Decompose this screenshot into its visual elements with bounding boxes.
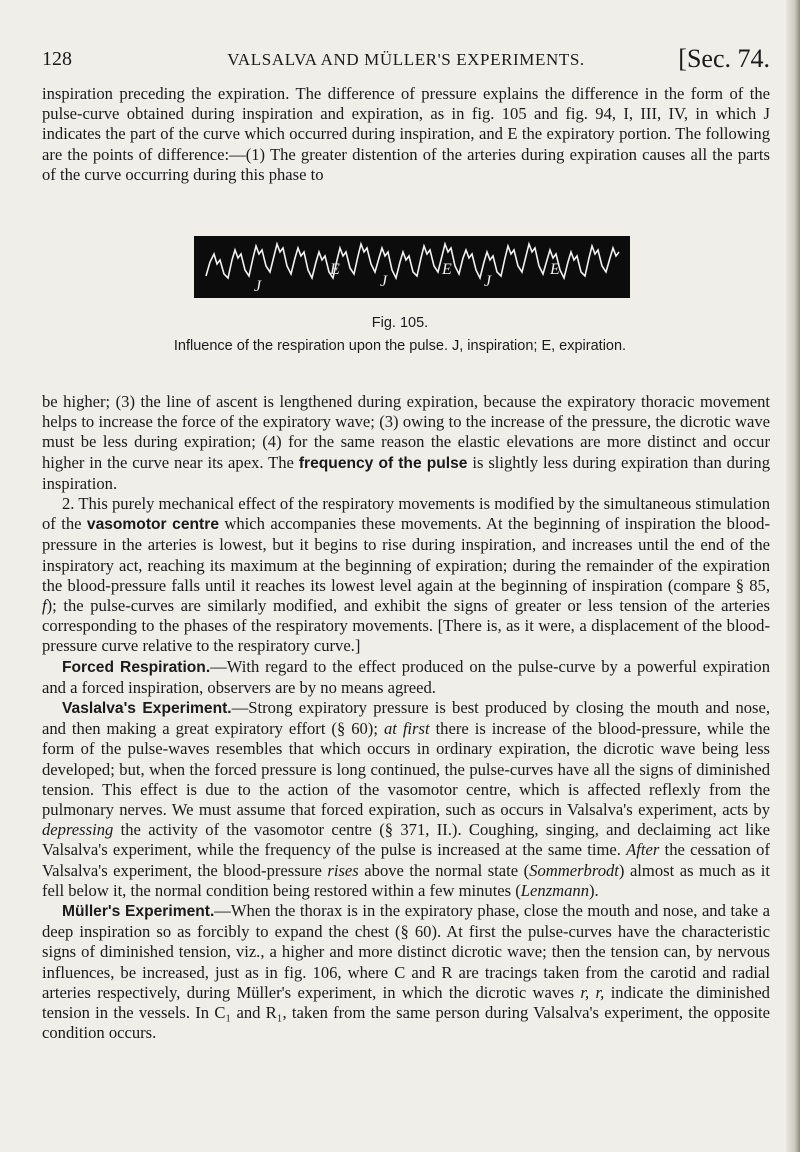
italic-text: f: [42, 596, 47, 616]
text-run: —Strong expiratory pressure is best produced by closing the mouth and nose, and then making a great expiratory effort (§ 60);: [42, 698, 771, 739]
paragraph: [42, 901, 770, 1043]
text-run: —When the thorax is in the expiratory phase, close the mouth and nose, and take a deep inspiration so as forcibly to expand the chest (§ 60). At first the pulse-curves have the characteristic signs of diminished tension, viz., a higher and more distinct dicrotic wave; then the tension can, by nervous influences, be increased, just as in fig. 106, where C and R are tracings taken from the carotid and radial arteries respectively, during Müller's experiment, in which the dicrotic waves: [42, 901, 770, 1002]
opening-paragraph: [42, 84, 770, 185]
text-run: is slightly less during expiration than during inspiration.: [42, 452, 770, 493]
bold-term: Vaslalva's Experiment.: [62, 700, 232, 718]
running-title: VALSALVA AND MÜLLER'S EXPERIMENTS.: [227, 50, 585, 69]
section-label: [Sec. 74.: [678, 44, 770, 73]
text-run: ) almost as much as it fell below it, the normal condition being restored within a few minutes (: [42, 860, 770, 900]
figure-caption: Influence of the respiration upon the pulse. J, inspiration; E, expiration.: [173, 338, 627, 354]
text-run: which accompanies these movements. At the beginning of inspiration the blood-pressure in the arteries is lowest, but it begins to rise during inspiration, and increases until the end of the inspiratory act, reaching its maximum at the beginning of expiration; during the remainder of the expiration the blood-pressure falls until it reaches its lowest level again at the beginning of inspiration (compare § 85,: [42, 514, 770, 595]
text-run: ).: [589, 880, 599, 900]
italic-text: Lenzmann: [520, 880, 590, 900]
phase-label: E: [550, 261, 560, 278]
italic-text: depressing: [42, 820, 114, 840]
italic-text: Sommerbrodt: [529, 860, 619, 880]
paragraph: [42, 392, 770, 494]
page-number: 128: [42, 48, 72, 70]
text-run: be higher; (3) the line of ascent is lengthened during expiration, because the expiratory thoracic movement helps to increase the force of the expiratory wave; (3) owing to the increase of the pressure, the dicrotic wave must be less during expiration; (4) for the same reason the elastic elevations are more distinct and occur higher in the curve near its apex. The: [42, 392, 770, 472]
phase-label: J: [380, 273, 388, 290]
italic-text: rises: [327, 860, 359, 880]
phase-label: E: [330, 261, 340, 278]
figure-number: Fig. 105.: [371, 315, 429, 331]
text-run: the cessation of Valsalva's experiment, the blood-pressure: [42, 840, 770, 880]
text-run: above the normal state (: [364, 860, 530, 880]
text-run: indicate the diminished tension in the vessels. In C₁ and R₁, taken from the same person during Valsalva's experiment, the opposite condition occurs.: [42, 982, 770, 1043]
text-run: the activity of the vasomotor centre (§ 371, II.). Coughing, singing, and declaiming act like Valsalva's experiment, while the frequency of the pulse is increased at the same time.: [42, 820, 770, 860]
text-run: —With regard to the effect produced on the pulse-curve by a powerful expiration and a forced inspiration, observers are by no means agreed.: [42, 656, 771, 697]
pulse-tracing-svg: [194, 236, 630, 298]
italic-text: After: [626, 840, 660, 860]
phase-label: J: [484, 273, 492, 290]
bold-term: Müller's Experiment.: [62, 903, 215, 921]
bold-term: vasomotor centre: [86, 516, 219, 534]
text-run: 2. This purely mechanical effect of the respiratory movements is modified by the simultaneous stimulation of the: [42, 494, 770, 534]
bold-term: Forced Respiration.: [62, 658, 211, 676]
paragraph: [42, 657, 770, 698]
paragraph: inspiration preceding the expiration. The difference of pressure explains the difference in the form of the pulse-curve obtained during inspiration and expiration, as in fig. 105 and fig. 94, I, III, IV, in which J indicates the part of the curve which occurred during inspiration, and E the expiratory portion. The following are the points of difference:—(1) The greater distention of the arteries during expiration causes all the parts of the curve occurring during this phase to: [42, 84, 770, 184]
text-run: there is increase of the blood-pressure, while the form of the pulse-waves resembles that which occurs in ordinary expiration, the dicrotic wave being less developed; but, when the forced pressure is long continued, the pulse-curves have all the signs of diminished tension. This effect is due to the action of the vasomotor centre, which is affected reflexly from the pulmonary nerves. We must assume that forced expiration, such as occurs in Valsalva's experiment, acts by: [42, 719, 770, 820]
body-text: [42, 392, 770, 1044]
italic-text: at first: [383, 719, 430, 739]
italic-text: r, r,: [580, 982, 605, 1002]
paragraph: [42, 494, 770, 657]
pulse-tracing-figure: [194, 236, 630, 298]
phase-label: E: [442, 261, 452, 278]
text-run: ); the pulse-curves are similarly modified, and exhibit the signs of greater or less tension of the arteries corresponding to the phases of the respiratory movements. [There is, as it were, a displacement of the blood-pressure curve relative to the respiratory curve.]: [42, 596, 770, 656]
bold-term: frequency of the pulse: [298, 454, 468, 472]
phase-label: J: [254, 278, 262, 295]
page-header: [42, 44, 770, 74]
paragraph: [42, 698, 770, 901]
page-edge-shadow: [786, 0, 800, 1152]
